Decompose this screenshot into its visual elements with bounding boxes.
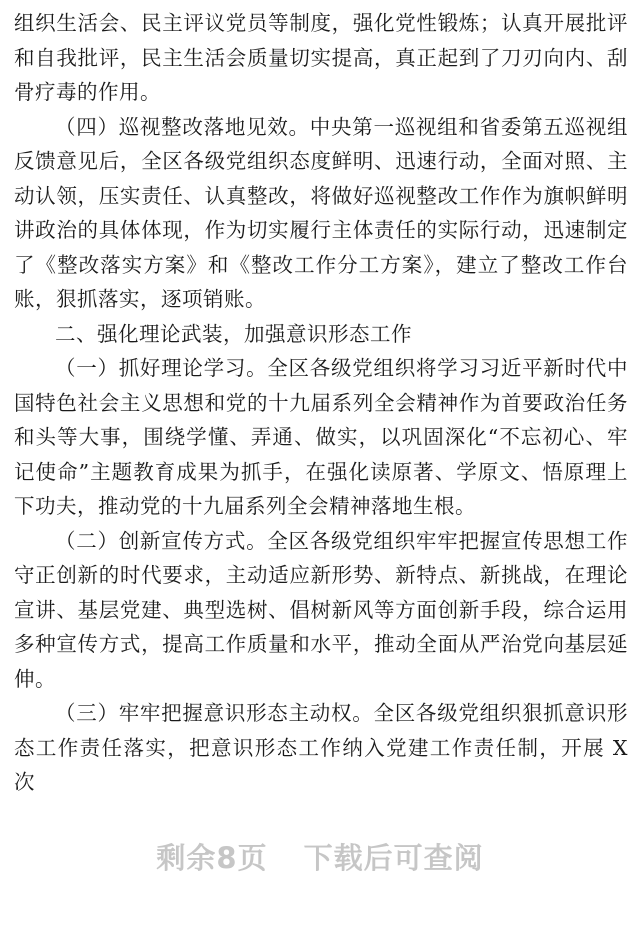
remaining-pages-label: 剩余8页	[156, 841, 268, 875]
paragraph-publicity-methods: （二）创新宣传方式。全区各级党组织牢牢把握宣传思想工作守正创新的时代要求，主动适应新形势、新特点、新挑战，在理论宣讲、基层党建、典型选树、倡树新风等方面创新手段，综合运用多种宣传方式，提高工作质量和水平，推动全面从严治党向基层延伸。	[14, 528, 628, 691]
download-banner[interactable]	[0, 836, 640, 877]
paragraph-continuation: 组织生活会、民主评议党员等制度，强化党性锻炼；认真开展批评和自我批评，民主生活会质量切实提高，真正起到了刀刃向内、刮骨疗毒的作用。	[14, 11, 628, 104]
paragraph-ideology-initiative: （三）牢牢把握意识形态主动权。全区各级党组织狠抓意识形态工作责任落实，把意识形态工作纳入党建工作责任制，开展 X 次	[14, 701, 628, 794]
paragraph-inspection-rectification: （四）巡视整改落地见效。中央第一巡视组和省委第五巡视组反馈意见后，全区各级党组织态度鲜明、迅速行动，全面对照、主动认领，压实责任、认真整改，将做好巡视整改工作作为旗帜鲜明讲政治的具体体现，作为切实履行主体责任的实际行动，迅速制定了《整改落实方案》和《整改工作分工方案》，建立了整改工作台账，狠抓落实，逐项销账。	[14, 114, 628, 311]
section-heading: 二、强化理论武装，加强意识形态工作	[55, 321, 412, 346]
paragraph-theory-study: （一）抓好理论学习。全区各级党组织将学习习近平新时代中国特色社会主义思想和党的十九届系列全会精神作为首要政治任务和头等大事，围绕学懂、弄通、做实，以巩固深化“不忘初心、牢记使命”主题教育成果为抓手，在强化读原著、学原文、悟原理上下功夫，推动党的十九届系列全会精神落地生根。	[14, 356, 628, 518]
download-hint-label: 下载后可查阅	[303, 841, 484, 875]
document-body	[14, 6, 628, 800]
